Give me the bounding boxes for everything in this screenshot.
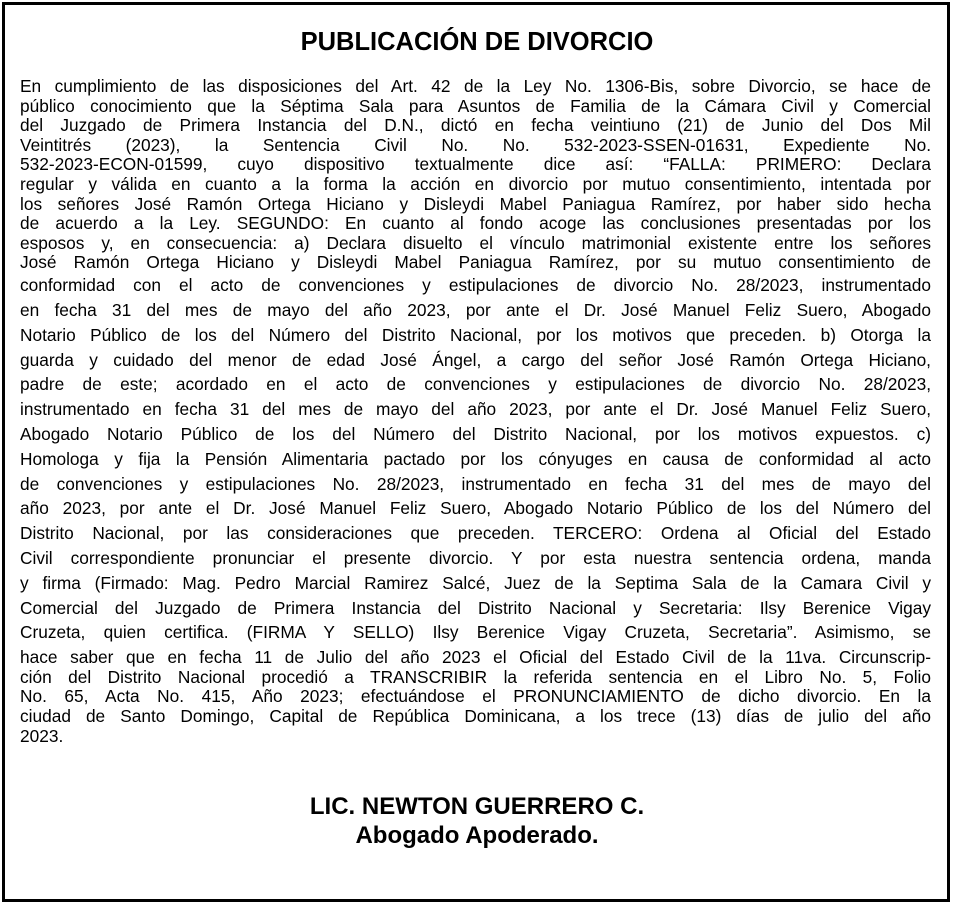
body-line: regular y válida en cuanto a la forma la acción en divorcio por mutuo consentimiento, intentada por xyxy=(20,174,931,194)
body-line: José Ramón Ortega Hiciano y Disleydi Mabel Paniagua Ramírez, por su mutuo consentimiento de xyxy=(20,252,931,273)
body-line: Cruzeta, quien certifica. (FIRMA Y SELLO) Ilsy Berenice Vigay Cruzeta, Secretaria”. Asimismo, se xyxy=(20,622,931,643)
body-line: instrumentado en fecha 31 del mes de mayo del año 2023, por ante el Dr. José Manuel Feliz Suero, xyxy=(20,399,931,420)
body-line: hace saber que en fecha 11 de Julio del año 2023 el Oficial del Estado Civil de la 11va. Circunscrip- xyxy=(20,647,931,668)
body-line: en fecha 31 del mes de mayo del año 2023, por ante el Dr. José Manuel Feliz Suero, Abogado xyxy=(20,299,931,320)
body-line: No. 65, Acta No. 415, Año 2023; efectuándose el PRONUNCIAMIENTO de dicho divorcio. En la xyxy=(20,686,931,707)
signature-block xyxy=(0,792,954,850)
body-line: del Juzgado de Primera Instancia del D.N., dictó en fecha veintiuno (21) de Junio del Dos Mil xyxy=(20,115,931,136)
body-line: En cumplimiento de las disposiciones del Art. 42 de la Ley No. 1306-Bis, sobre Divorcio, se hace de xyxy=(20,76,931,96)
body-line: guarda y cuidado del menor de edad José Ángel, a cargo del señor José Ramón Ortega Hiciano, xyxy=(20,349,931,370)
body-line: Distrito Nacional, por las consideraciones que preceden. TERCERO: Ordena al Oficial del Estado xyxy=(20,523,931,544)
body-line: padre de este; acordado en el acto de convenciones y estipulaciones de divorcio No. 28/2023, xyxy=(20,374,931,395)
signature-role: Abogado Apoderado. xyxy=(355,822,599,849)
body-line: de convenciones y estipulaciones No. 28/2023, instrumentado en fecha 31 del mes de mayo del xyxy=(20,473,931,494)
body-line: esposos y, en consecuencia: a) Declara disuelto el vínculo matrimonial existente entre los señores xyxy=(20,232,931,253)
body-line: 2023. xyxy=(20,725,64,746)
body-line: de acuerdo a la Ley. SEGUNDO: En cuanto al fondo acoge las conclusiones presentadas por los xyxy=(20,213,931,234)
body-line: Abogado Notario Público de los del Número del Distrito Nacional, por los motivos expuestos. c) xyxy=(20,423,931,444)
body-line: Civil correspondiente pronunciar el presente divorcio. Y por esta nuestra sentencia ordena, manda xyxy=(20,547,931,568)
body-line: ción del Distrito Nacional procedió a TRANSCRIBIR la referida sentencia en el Libro No. 5, Folio xyxy=(20,666,931,687)
signature-name: LIC. NEWTON GUERRERO C. xyxy=(309,793,645,820)
body-line: Notario Público de los del Número del Distrito Nacional, por los motivos que preceden. b) Otorga la xyxy=(20,324,931,345)
body-line: conformidad con el acto de convenciones y estipulaciones de divorcio No. 28/2023, instrumentado xyxy=(20,275,931,296)
notice-title: PUBLICACIÓN DE DIVORCIO xyxy=(300,28,654,56)
body-line: Veintitrés (2023), la Sentencia Civil No. No. 532-2023-SSEN-01631, Expediente No. xyxy=(20,134,931,155)
body-line: Comercial del Juzgado de Primera Instancia del Distrito Nacional y Secretaria: Ilsy Berenice Vigay xyxy=(20,597,931,618)
body-line: y firma (Firmado: Mag. Pedro Marcial Ramirez Salcé, Juez de la Septima Sala de la Camara Civil y xyxy=(20,572,931,593)
body-line: 532-2023-ECON-01599, cuyo dispositivo textualmente dice así: “FALLA: PRIMERO: Declara xyxy=(20,154,931,175)
body-line: los señores José Ramón Ortega Hiciano y Disleydi Mabel Paniagua Ramírez, por haber sido hecha xyxy=(20,193,931,214)
body-line: público conocimiento que la Séptima Sala para Asuntos de Familia de la Cámara Civil y Comercial xyxy=(20,95,931,116)
body-line: ciudad de Santo Domingo, Capital de República Dominicana, a los trece (13) días de julio del año xyxy=(20,705,931,726)
body-line: Homologa y fija la Pensión Alimentaria pactado por los cónyuges en causa de conformidad al acto xyxy=(20,448,931,469)
body-line: año 2023, por ante el Dr. José Manuel Feliz Suero, Abogado Notario Público de los del Número del xyxy=(20,498,931,519)
